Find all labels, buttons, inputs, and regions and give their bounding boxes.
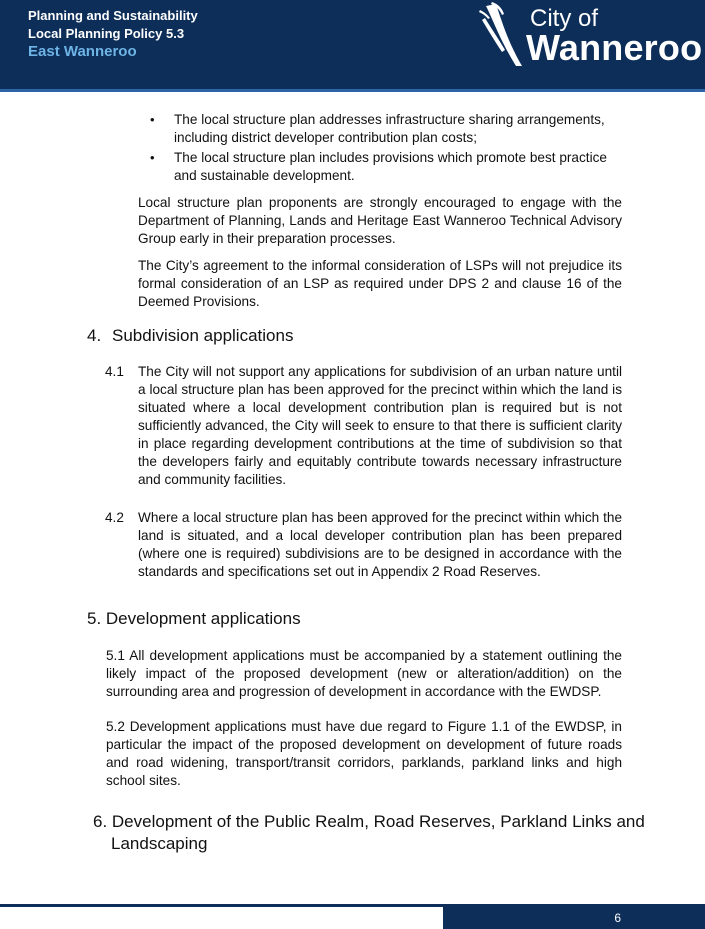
section-6-heading-line: Landscaping — [111, 834, 208, 853]
bullet-item — [174, 149, 614, 185]
bullet-icon: • — [150, 150, 155, 165]
logo-wanneroo-text: Wanneroo — [526, 27, 703, 68]
document-header — [0, 0, 705, 89]
city-of-wanneroo-logo — [478, 0, 703, 74]
bullet-line: The local structure plan includes provisions which promote best practice — [174, 150, 607, 165]
bullet-item — [174, 111, 614, 147]
bullet-line: The local structure plan addresses infrastructure sharing arrangements, — [174, 112, 605, 127]
section-5-heading: 5. Development applications — [87, 609, 301, 628]
clause-4-1-number: 4.1 — [105, 364, 124, 379]
section-4-number: 4. — [87, 326, 102, 345]
section-4-heading: Subdivision applications — [112, 326, 294, 345]
clause-4-2-number: 4.2 — [105, 510, 124, 525]
header-area: East Wanneroo — [28, 43, 137, 60]
header-rule — [0, 89, 705, 92]
clause-4-2-text: Where a local structure plan has been approved for the precinct within which the land is situated, and a local developer contribution plan has been prepared (where one is required) subdivisions are to be designed in accordance with the standards and specifications set out in Appendix 2 Road Reserves. — [138, 510, 622, 579]
paragraph-informal-consideration: The City’s agreement to the informal consideration of LSPs will not prejudice its formal consideration of an LSP as required under DPS 2 and clause 16 of the Deemed Provisions. — [138, 258, 622, 309]
header-policy: Local Planning Policy 5.3 — [28, 26, 185, 41]
clause-5-1-text: 5.1 All development applications must be accompanied by a statement outlining the likely impact of the proposed development (new or alteration/addition) on the surrounding area and progression of development in accordance with the EWDSP. — [106, 648, 622, 699]
header-department: Planning and Sustainability — [28, 8, 198, 23]
logo-swoosh-icon — [478, 0, 530, 70]
logo-city-text: City of — [530, 5, 599, 32]
footer-page-box — [443, 907, 705, 929]
clause-5-2-text: 5.2 Development applications must have due regard to Figure 1.1 of the EWDSP, in particular the impact of the proposed development on development of future roads and road widening, transport/transit corridors, parklands, parkland links and high school sites. — [106, 719, 622, 788]
bullet-line: including district developer contribution plan costs; — [174, 130, 478, 145]
section-6-heading-line: 6. Development of the Public Realm, Road Reserves, Parkland Links and — [93, 812, 645, 831]
paragraph-engagement: Local structure plan proponents are strongly encouraged to engage with the Department of Planning, Lands and Heritage East Wanneroo Technical Advisory Group early in their preparation processes. — [138, 195, 622, 246]
section-6-heading — [93, 811, 653, 855]
clause-4-1-text: The City will not support any applications for subdivision of an urban nature until a local structure plan has been approved for the precinct within which the land is situated where a local development contribution plan is required but is not sufficiently advanced, the City will seek to ensure to that there is sufficient clarity in place regarding development contributions at the time of subdivision so that the developers fairly and equitably contribute towards necessary infrastructure and community facilities. — [138, 364, 622, 487]
page-number: 6 — [614, 911, 621, 925]
bullet-line: and sustainable development. — [174, 168, 355, 183]
bullet-icon: • — [150, 112, 155, 127]
